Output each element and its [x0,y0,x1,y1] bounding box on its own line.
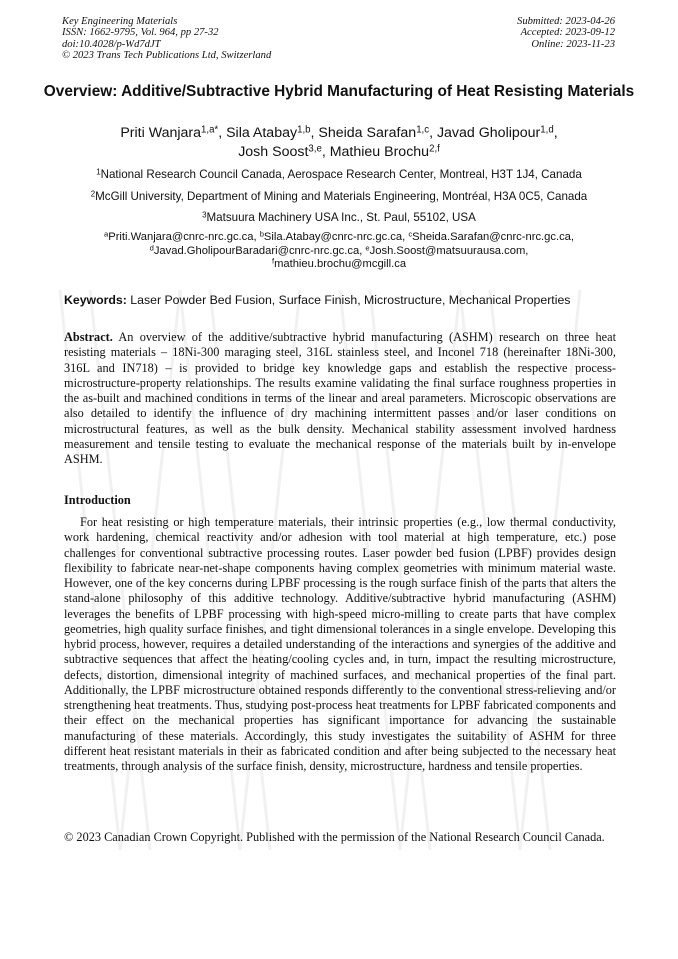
author-emails: $^a$Priti.Wanjara@cnrc-nrc.gc.ca, $^b$Sila.Atabay@cnrc-nrc.gc.ca, $^c$Sheida.Sarafan@cnrc-nrc.gc.ca, $^d$Javad.GholipourBaradari@cnrc-nrc.gc.ca, $^e$Josh.Soost@matsuurausa.com, $^f$mathieu.brochu@mcgill.ca [104,229,574,271]
author-affiliation-marker: 2,f [429,143,440,155]
doi-line: doi:10.4028/p-Wd7dJT [62,38,161,50]
online-date: Online: 2023-11-23 [531,38,615,50]
author-list: Priti Wanjara$^{1,a*}$, Sila Atabay$^{1,b}$, Sheida Sarafan$^{1,c}$, Javad Gholipour$^{1,d}$, Josh Soost$^{3,e}$, Mathieu Brochu$^{2,f}$ [120,124,558,160]
keywords-text: Laser Powder Bed Fusion, Surface Finish, Microstructure, Mechanical Properties [130,293,571,307]
author-affiliation-marker: 1,c [416,124,430,136]
journal-header [62,16,271,62]
dates-header [517,16,615,50]
copyright-notice: © 2023 Canadian Crown Copyright. Published with the permission of the National Research Council Canada. [64,830,605,844]
email-link[interactable]: Javad.GholipourBaradari@cnrc-nrc.gc.ca [153,244,360,257]
accepted-date: Accepted: 2023-09-12 [520,27,615,39]
journal-name: Key Engineering Materials [62,16,178,27]
email-link[interactable]: mathieu.brochu@mcgill.ca [274,258,407,271]
introduction-body [64,515,616,774]
introduction-heading: Introduction [64,493,131,507]
affiliation-1: $^1$National Research Council Canada, Aerospace Research Center, Montreal, H3T 1J4, Canada [96,167,582,181]
email-link[interactable]: Sheida.Sarafan@cnrc-nrc.gc.ca [412,231,571,243]
publisher-line: © 2023 Trans Tech Publications Ltd, Switzerland [62,50,272,62]
author-affiliation-marker: 1,d [540,124,554,136]
author-name: Sila Atabay [226,125,298,141]
author-affiliation-marker: 3,e [308,143,322,155]
email-link[interactable]: Josh.Soost@matsuurausa.com [369,244,526,257]
affiliation-3: $^3$Matsuura Machinery USA Inc., St. Paul, 55102, USA [202,210,476,224]
author-affiliation-marker: 1,a* [201,124,219,136]
author-name: Mathieu Brochu [329,143,430,160]
issn-line: ISSN: 1662-9795, Vol. 964, pp 27-32 [62,27,219,39]
author-name: Sheida Sarafan [318,125,417,141]
abstract-label: Abstract. [64,330,113,344]
author-affiliation-marker: 1,b [297,124,311,136]
introduction-paragraph: For heat resisting or high temperature materials, their intrinsic properties (e.g., low thermal conductivity, work hardening, chemical reactivity and/or adhesion with tool material at high temperature, etc.) pose challenges for conventional subtractive processing routes. Laser powder bed fusion (LPBF) provides design flexibility to fabricate near-net-shape components having complex geometries with minimum material waste. However, one of the key concerns during LPBF processing is the rough surface finish of the parts that alters the stand-alone philosophy of this additive technology. Additive/subtractive hybrid manufacturing (ASHM) leverages the benefits of LPBF processing with high-speed micro-milling to create parts that have complex geometries, high quality surface finishes, and tight dimensional tolerances in a single envelope. Developing this hybrid process, however, requires a detailed understanding of the interactions and synergies of the additive and subtractive sequences that affect the heating/cooling cycles and, in turn, impact the resulting microstructure, defects, distortion, dimensional integrity of machined surfaces, and mechanical properties of the final part. Additionally, the LPBF microstructure obtained responds differently to the conventional stress-relieving and/or strengthening heat treatments. Thus, studying post-process heat treatments for LPBF fabricated components and their effect on the mechanical properties has significant importance for advancing the sustainable manufacturing of these materials. Accordingly, this study investigates the suitability of ASHM for three different heat resistant materials in their as fabricated condition and after being subjected to the necessary heat treatments, through analysis of the surface finish, density, microstructure, hardness and tensile properties. [64,515,616,773]
submitted-date: Submitted: 2023-04-26 [517,16,615,27]
abstract-text: An overview of the additive/subtractive hybrid manufacturing (ASHM) research on three heat resisting materials – 18Ni-300 maraging steel, 316L stainless steel, and Inconel 718 (hereinafter 18Ni-300, 316L and IN718) – is provided to bridge key knowledge gaps and establish the respective process-microstructure-property relationships. The results examine validating the final surface roughness properties in the as-built and machined conditions in terms of the linear and areal parameters. Microscopic observations are also detailed to identify the influence of dry machining intermittent passes and/or laser conditions on microstructural features, as well as the bulk density. Mechanical stability assessment involved hardness measurement and tensile testing to evaluate the mechanical response of the materials built by in-envelope ASHM. [64,330,616,466]
keywords-section [64,293,616,308]
abstract-section [64,330,616,467]
email-link[interactable]: Priti.Wanjara@cnrc-nrc.gc.ca [108,231,254,243]
email-link[interactable]: Sila.Atabay@cnrc-nrc.gc.ca [263,231,403,243]
affiliation-2: $^2$McGill University, Department of Mining and Materials Engineering, Montréal, H3A 0C5, Canada [90,189,588,203]
author-name: Josh Soost [238,143,309,160]
keywords-label: Keywords: [64,293,127,307]
author-name: Priti Wanjara [120,125,202,141]
paper-title: Overview: Additive/Subtractive Hybrid Manufacturing of Heat Resisting Materials [43,83,635,100]
author-name: Javad Gholipour [436,125,541,141]
